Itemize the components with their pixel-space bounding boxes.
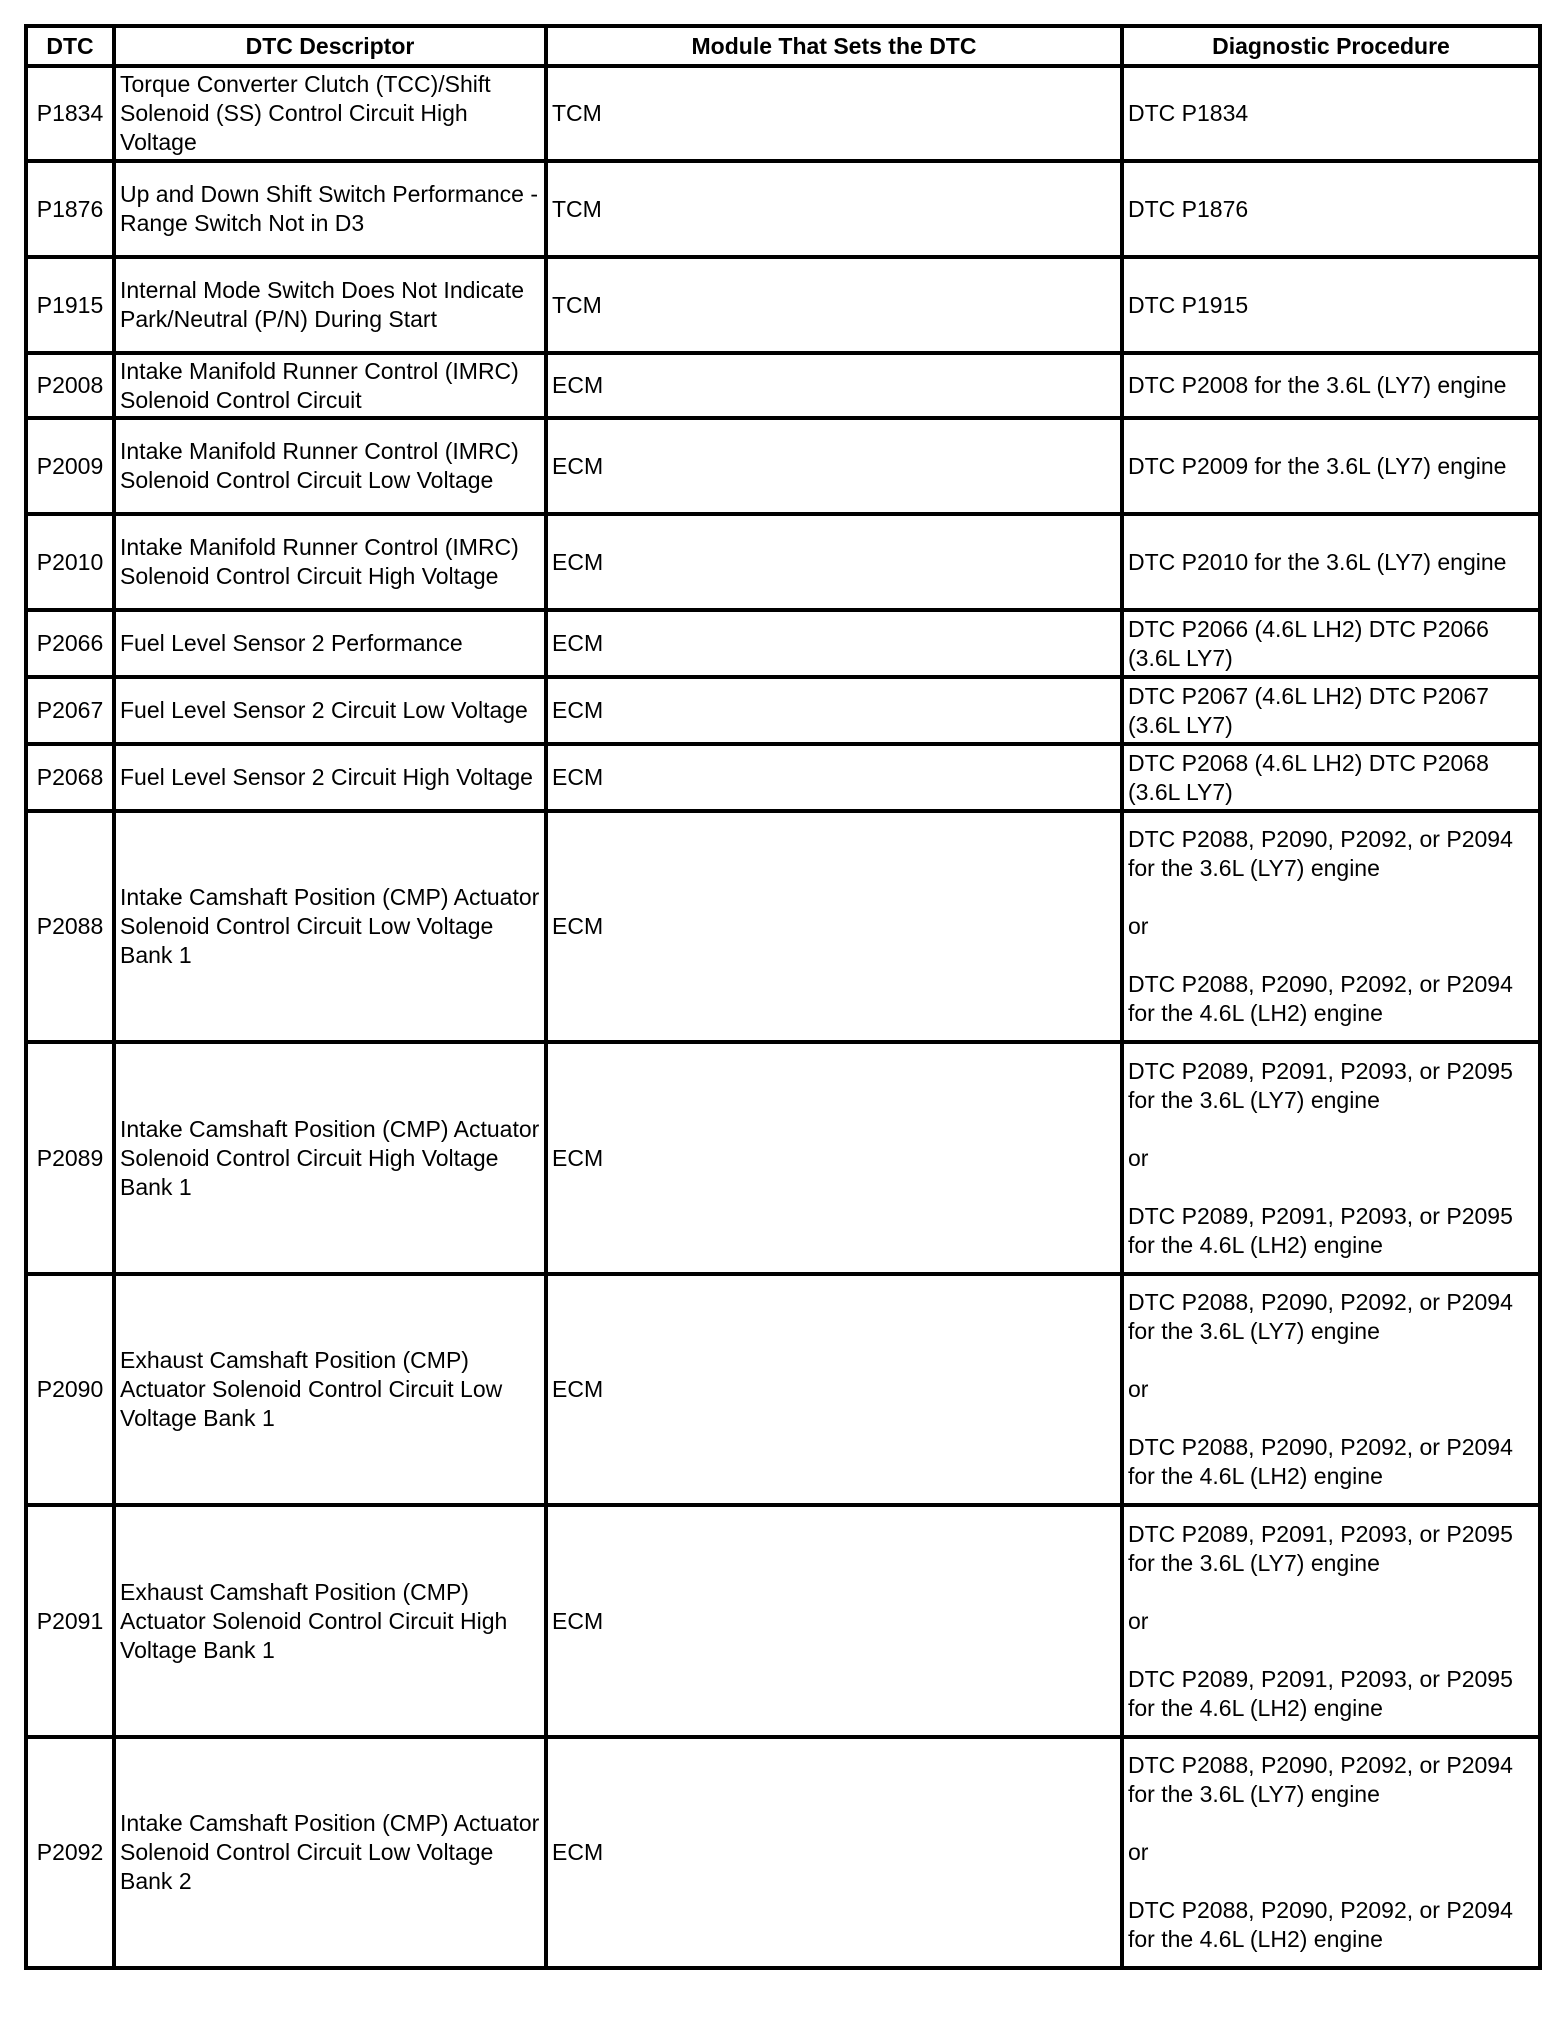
- header-row: [26, 26, 1540, 66]
- table-row: [26, 1737, 1540, 1968]
- dtc-code: P2088: [26, 811, 114, 1042]
- dtc-descriptor: Intake Camshaft Position (CMP) Actuator Solenoid Control Circuit Low Voltage Bank 1: [114, 811, 546, 1042]
- table-row: [26, 610, 1540, 677]
- diagnostic-procedure: DTC P2008 for the 3.6L (LY7) engine: [1122, 353, 1540, 418]
- diagnostic-procedure: DTC P2089, P2091, P2093, or P2095 for the 3.6L (LY7) engine or DTC P2089, P2091, P2093, or P2095 for the 4.6L (LH2) engine: [1122, 1042, 1540, 1274]
- dtc-descriptor: Intake Camshaft Position (CMP) Actuator Solenoid Control Circuit Low Voltage Bank 2: [114, 1737, 546, 1968]
- dtc-code: P1834: [26, 66, 114, 161]
- diagnostic-procedure: DTC P2088, P2090, P2092, or P2094 for the 3.6L (LY7) engine or DTC P2088, P2090, P2092, or P2094 for the 4.6L (LH2) engine: [1122, 1737, 1540, 1968]
- diagnostic-procedure: DTC P2088, P2090, P2092, or P2094 for the 3.6L (LY7) engine or DTC P2088, P2090, P2092, or P2094 for the 4.6L (LH2) engine: [1122, 811, 1540, 1042]
- dtc-code: P2092: [26, 1737, 114, 1968]
- module-name: TCM: [546, 161, 1122, 257]
- dtc-descriptor: Intake Manifold Runner Control (IMRC) Solenoid Control Circuit Low Voltage: [114, 418, 546, 514]
- dtc-code: P2067: [26, 677, 114, 744]
- table-row: [26, 744, 1540, 811]
- module-name: ECM: [546, 744, 1122, 811]
- module-name: TCM: [546, 66, 1122, 161]
- dtc-descriptor: Intake Camshaft Position (CMP) Actuator Solenoid Control Circuit High Voltage Bank 1: [114, 1042, 546, 1274]
- diagnostic-procedure: DTC P1834: [1122, 66, 1540, 161]
- dtc-code: P2090: [26, 1274, 114, 1505]
- dtc-code: P1915: [26, 257, 114, 353]
- dtc-descriptor: Internal Mode Switch Does Not Indicate Park/Neutral (P/N) During Start: [114, 257, 546, 353]
- dtc-code: P2066: [26, 610, 114, 677]
- table-row: [26, 677, 1540, 744]
- dtc-table: [24, 24, 1542, 1970]
- module-name: ECM: [546, 610, 1122, 677]
- dtc-descriptor: Torque Converter Clutch (TCC)/Shift Solenoid (SS) Control Circuit High Voltage: [114, 66, 546, 161]
- module-name: ECM: [546, 1737, 1122, 1968]
- dtc-descriptor: Up and Down Shift Switch Performance - Range Switch Not in D3: [114, 161, 546, 257]
- dtc-code: P2068: [26, 744, 114, 811]
- dtc-code: P1876: [26, 161, 114, 257]
- dtc-code: P2089: [26, 1042, 114, 1274]
- dtc-descriptor: Exhaust Camshaft Position (CMP) Actuator Solenoid Control Circuit Low Voltage Bank 1: [114, 1274, 546, 1505]
- table-row: [26, 353, 1540, 418]
- header-descriptor: DTC Descriptor: [114, 26, 546, 66]
- table-row: [26, 66, 1540, 161]
- header-dtc: DTC: [26, 26, 114, 66]
- dtc-descriptor: Fuel Level Sensor 2 Circuit Low Voltage: [114, 677, 546, 744]
- table-row: [26, 1042, 1540, 1274]
- table-row: [26, 811, 1540, 1042]
- diagnostic-procedure: DTC P2010 for the 3.6L (LY7) engine: [1122, 514, 1540, 610]
- header-procedure: Diagnostic Procedure: [1122, 26, 1540, 66]
- module-name: ECM: [546, 1274, 1122, 1505]
- diagnostic-procedure: DTC P2089, P2091, P2093, or P2095 for the 3.6L (LY7) engine or DTC P2089, P2091, P2093, or P2095 for the 4.6L (LH2) engine: [1122, 1505, 1540, 1737]
- table-row: [26, 1274, 1540, 1505]
- dtc-descriptor: Fuel Level Sensor 2 Performance: [114, 610, 546, 677]
- module-name: ECM: [546, 418, 1122, 514]
- dtc-code: P2009: [26, 418, 114, 514]
- table-row: [26, 418, 1540, 514]
- diagnostic-procedure: DTC P1915: [1122, 257, 1540, 353]
- diagnostic-procedure: DTC P2066 (4.6L LH2) DTC P2066 (3.6L LY7): [1122, 610, 1540, 677]
- module-name: ECM: [546, 1505, 1122, 1737]
- diagnostic-procedure: DTC P2088, P2090, P2092, or P2094 for the 3.6L (LY7) engine or DTC P2088, P2090, P2092, or P2094 for the 4.6L (LH2) engine: [1122, 1274, 1540, 1505]
- diagnostic-procedure: DTC P1876: [1122, 161, 1540, 257]
- module-name: ECM: [546, 353, 1122, 418]
- dtc-code: P2091: [26, 1505, 114, 1737]
- dtc-descriptor: Intake Manifold Runner Control (IMRC) Solenoid Control Circuit: [114, 353, 546, 418]
- table-row: [26, 257, 1540, 353]
- module-name: TCM: [546, 257, 1122, 353]
- dtc-descriptor: Intake Manifold Runner Control (IMRC) Solenoid Control Circuit High Voltage: [114, 514, 546, 610]
- diagnostic-procedure: DTC P2067 (4.6L LH2) DTC P2067 (3.6L LY7): [1122, 677, 1540, 744]
- module-name: ECM: [546, 514, 1122, 610]
- module-name: ECM: [546, 811, 1122, 1042]
- diagnostic-procedure: DTC P2009 for the 3.6L (LY7) engine: [1122, 418, 1540, 514]
- header-module: Module That Sets the DTC: [546, 26, 1122, 66]
- table-row: [26, 1505, 1540, 1737]
- table-row: [26, 514, 1540, 610]
- diagnostic-procedure: DTC P2068 (4.6L LH2) DTC P2068 (3.6L LY7): [1122, 744, 1540, 811]
- dtc-descriptor: Fuel Level Sensor 2 Circuit High Voltage: [114, 744, 546, 811]
- module-name: ECM: [546, 677, 1122, 744]
- module-name: ECM: [546, 1042, 1122, 1274]
- dtc-code: P2010: [26, 514, 114, 610]
- table-row: [26, 161, 1540, 257]
- dtc-descriptor: Exhaust Camshaft Position (CMP) Actuator Solenoid Control Circuit High Voltage Bank 1: [114, 1505, 546, 1737]
- dtc-code: P2008: [26, 353, 114, 418]
